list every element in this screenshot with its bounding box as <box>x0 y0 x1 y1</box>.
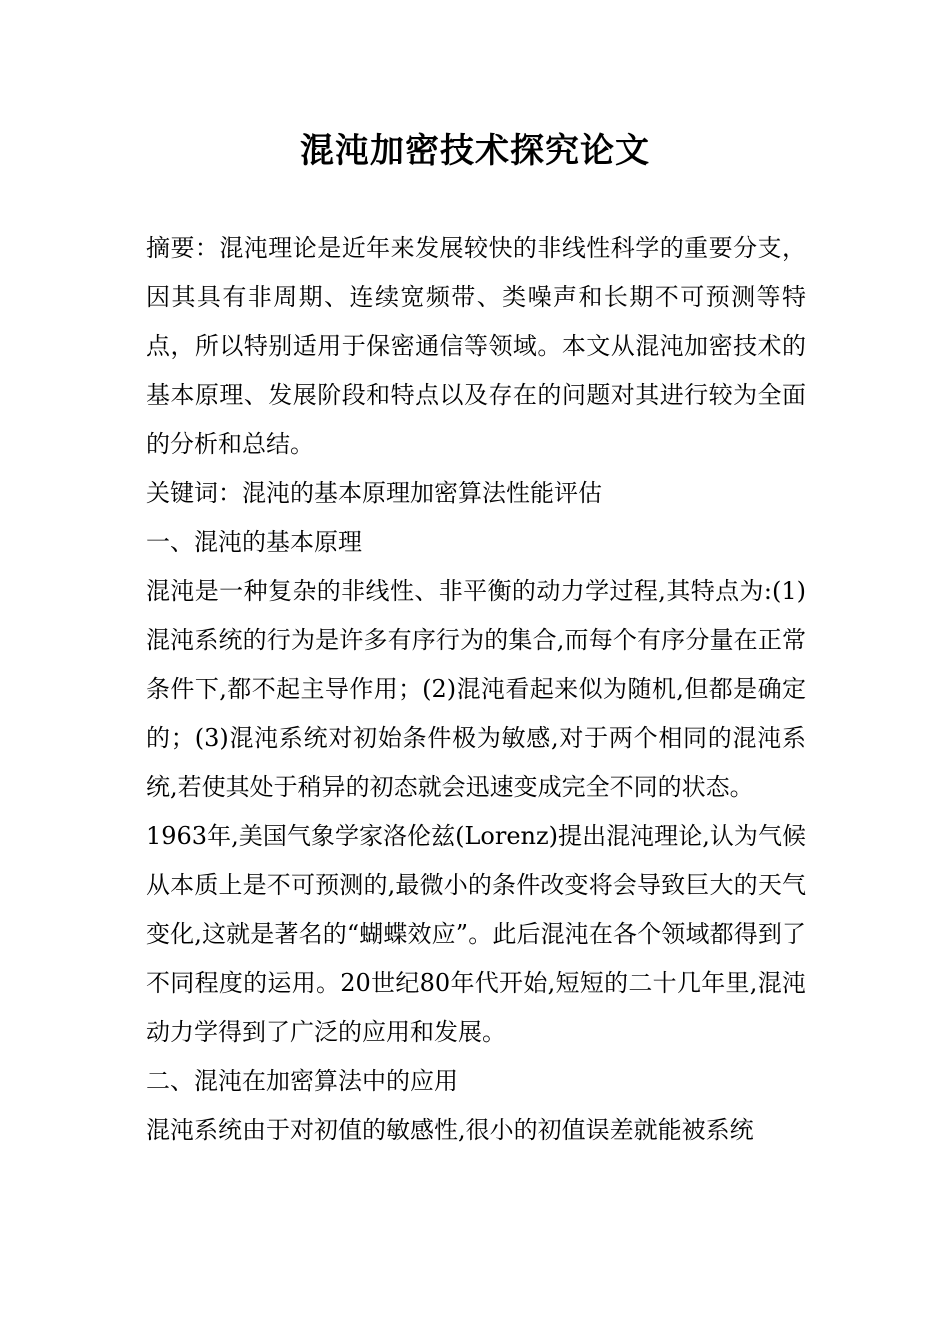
abstract-paragraph: 摘要：混沌理论是近年来发展较快的非线性科学的重要分支，因其具有非周期、连续宽频带、类噪声和长期不可预测等特点，所以特别适用于保密通信等领域。本文从混沌加密技术的基本原理、发展阶段和特点以及存在的问题对其进行较为全面的分析和总结。 <box>146 234 806 458</box>
body-paragraph: 混沌是一种复杂的非线性、非平衡的动力学过程,其特点为:(1)混沌系统的行为是许多有序行为的集合,而每个有序分量在正常条件下,都不起主导作用；(2)混沌看起来似为随机,但都是确定的；(3)混沌系统对初始条件极为敏感,对于两个相同的混沌系统,若使其处于稍异的初态就会迅速变成完全不同的状态。 <box>146 577 806 801</box>
body-paragraph: 混沌系统由于对初值的敏感性,很小的初值误差就能被系统 <box>146 1116 754 1144</box>
document-title: 混沌加密技术探究论文 <box>300 131 650 171</box>
document-body <box>146 224 806 1155</box>
body-paragraph: 1963年,美国气象学家洛伦兹(Lorenz)提出混沌理论,认为气候从本质上是不可预测的,最微小的条件改变将会导致巨大的天气变化,这就是著名的“蝴蝶效应”。此后混沌在各个领域都得到了不同程度的运用。20世纪80年代开始,短短的二十几年里,混沌动力学得到了广泛的应用和发展。 <box>146 822 806 1046</box>
keywords-line: 关键词：混沌的基本原理加密算法性能评估 <box>146 479 602 507</box>
section-heading-1: 一、混沌的基本原理 <box>146 528 362 556</box>
section-heading-2: 二、混沌在加密算法中的应用 <box>146 1067 458 1095</box>
